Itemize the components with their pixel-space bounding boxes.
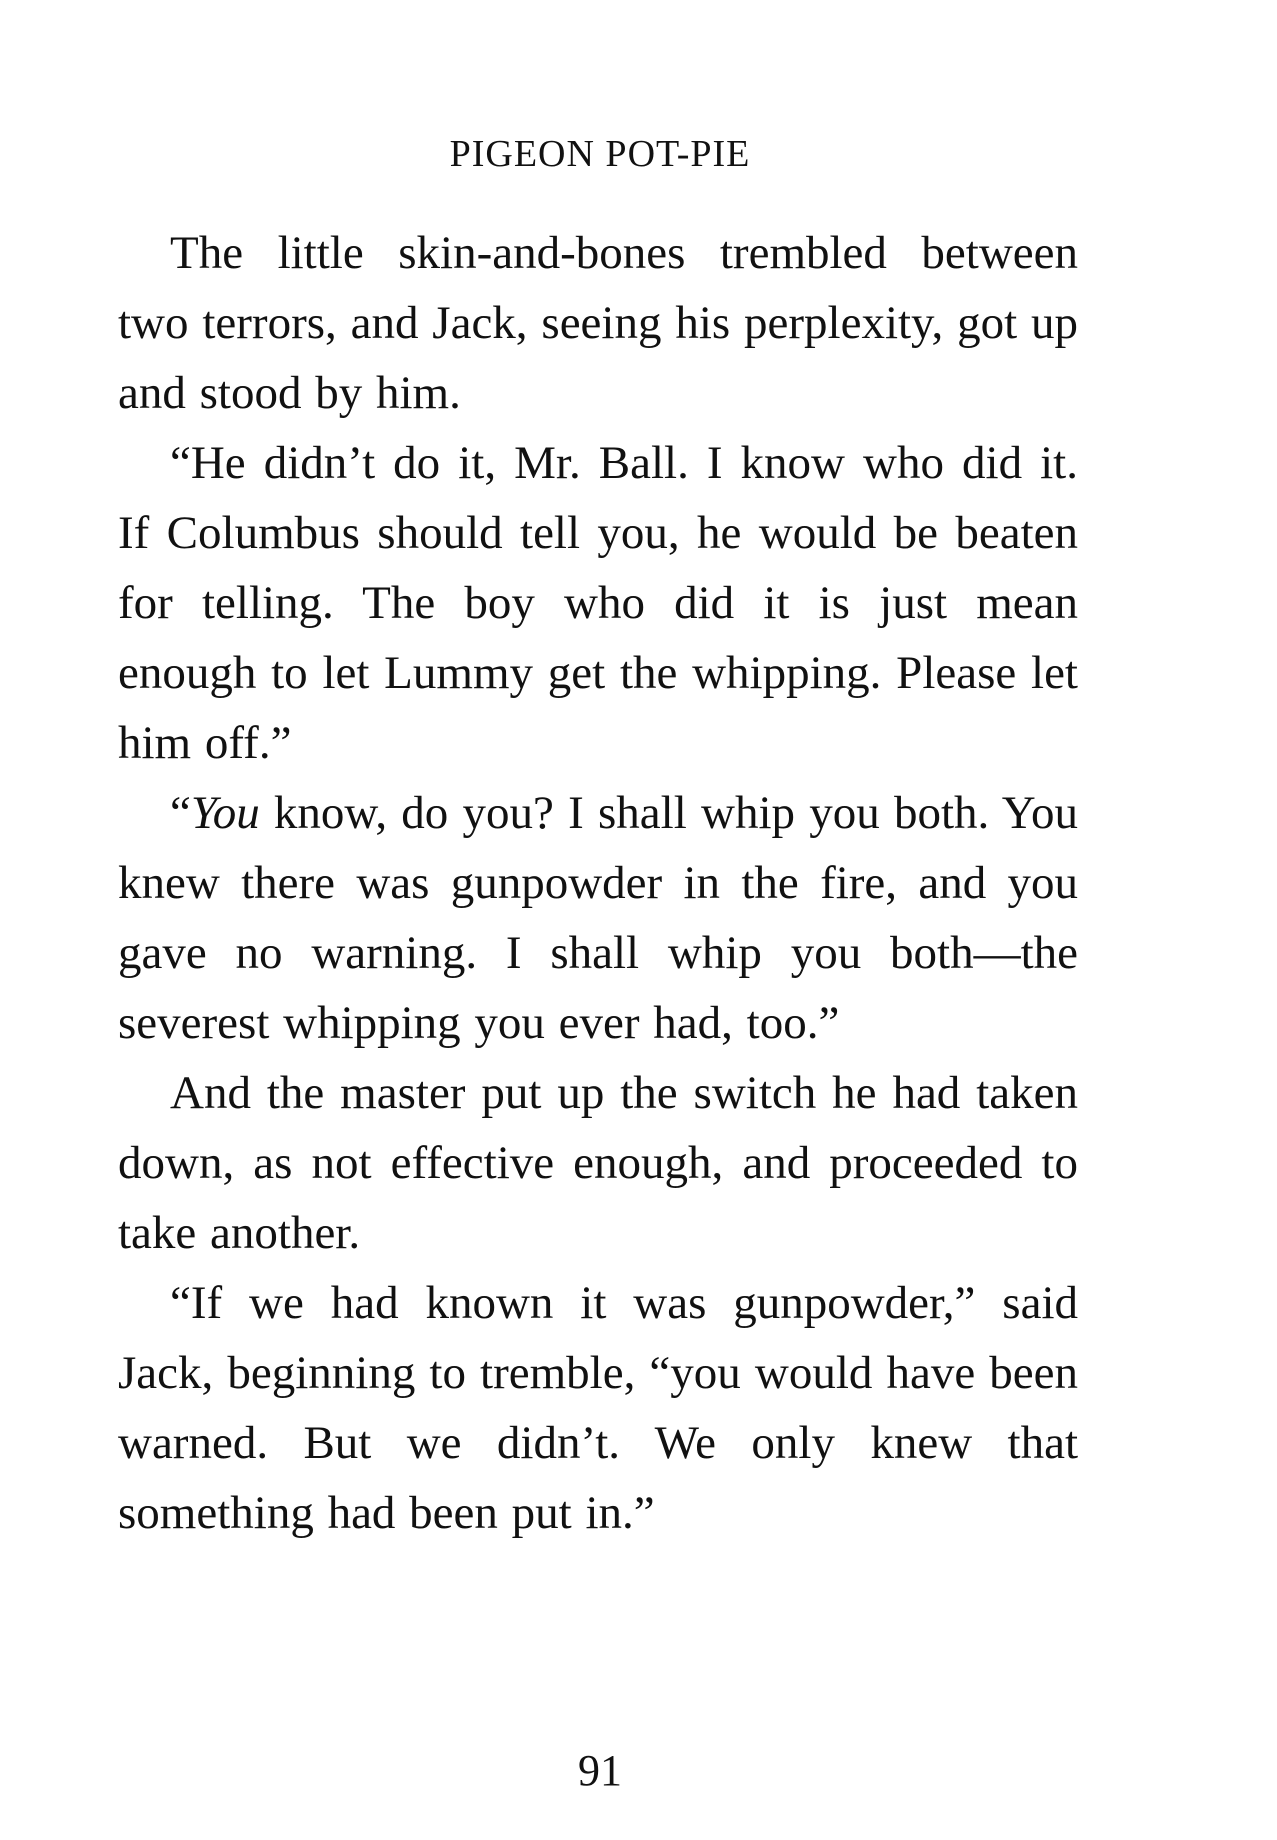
paragraph-1: The little skin-and-bones trembled between two terrors, and Jack, seeing his perplexity, got up and stood by him. [118, 227, 1078, 419]
body-text [118, 218, 1078, 1548]
paragraph-3-open-quote: “ [170, 787, 191, 839]
paragraph-3-emphasis: You [190, 787, 260, 839]
paragraph-4: And the master put up the switch he had taken down, as not effective enough, and proceeded to take another. [118, 1067, 1078, 1259]
paragraph-3-rest: know, do you? I shall whip you both. You knew there was gunpowder in the fire, and you gave no warning. I shall whip you both—the severest whipping you ever had, too.” [118, 787, 1078, 1049]
paragraph-2: “He didn’t do it, Mr. Ball. I know who did it. If Columbus should tell you, he would be beaten for telling. The boy who did it is just mean enough to let Lummy get the whipping. Please let him off.” [118, 437, 1078, 769]
running-head: PIGEON POT-PIE [449, 133, 751, 175]
page-number: 91 [578, 1746, 622, 1795]
paragraph-5: “If we had known it was gunpowder,” said Jack, beginning to tremble, “you would have been warned. But we didn’t. We only knew that something had been put in.” [118, 1277, 1078, 1539]
paragraph-3 [118, 778, 1078, 1058]
